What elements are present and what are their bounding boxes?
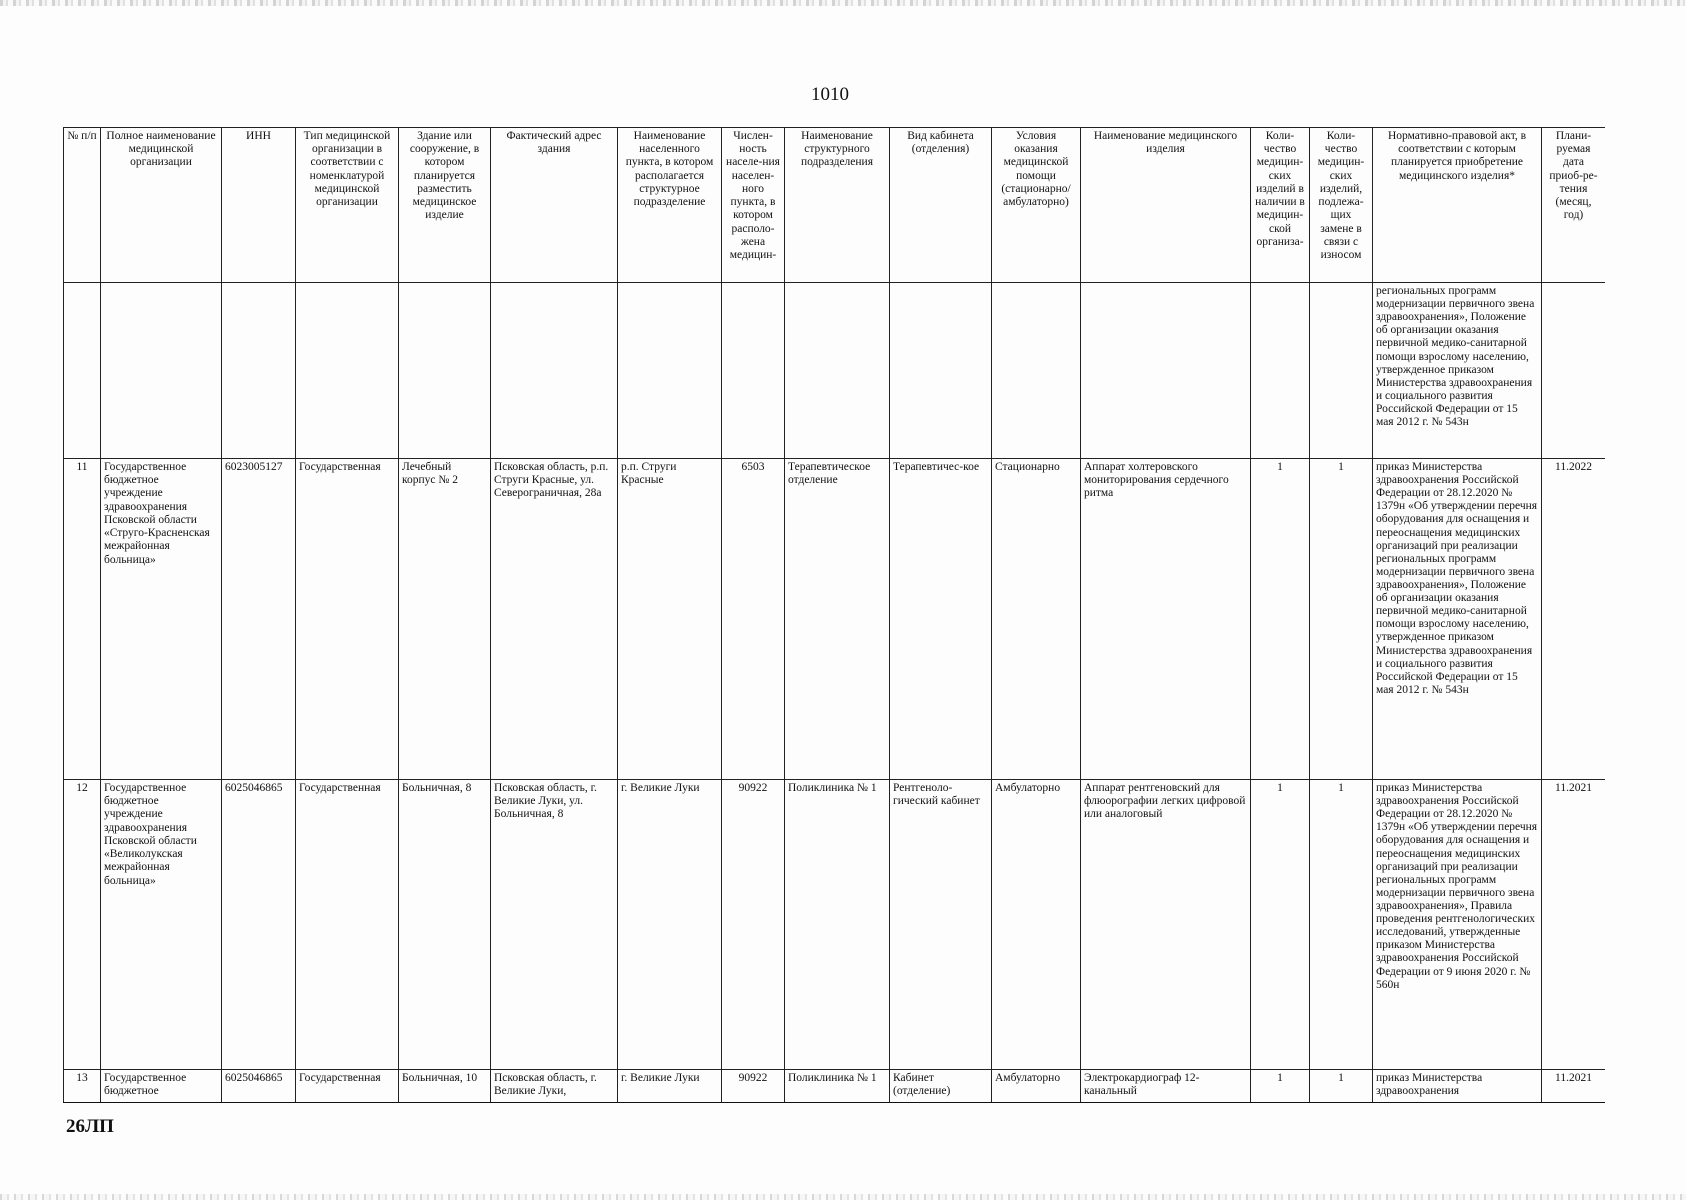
address-cell: Псковская область, г. Великие Луки, xyxy=(491,1070,618,1104)
header-cell-device: Наименование медицинского изделия xyxy=(1081,128,1251,283)
planned-date-cell: 11.2021 xyxy=(1542,1070,1606,1104)
population-cell: 6503 xyxy=(722,459,785,780)
replacement-cell: 1 xyxy=(1310,459,1373,780)
organization-cell: Государственное бюджетное учреждение здравоохранения Псковской области «Струго-Красненская межрайонная больница» xyxy=(101,459,222,780)
population-cell: 90922 xyxy=(722,780,785,1070)
quantity-cell: 1 xyxy=(1251,780,1310,1070)
row-number-cell: 12 xyxy=(64,780,101,1070)
settlement-cell: г. Великие Луки xyxy=(618,780,722,1070)
unit-cell: Терапевтическое отделение xyxy=(785,459,890,780)
conditions-cell: Амбулаторно xyxy=(992,780,1081,1070)
organization-cell: Государственное бюджетное xyxy=(101,1070,222,1104)
header-cell-org-type: Тип медицинской организации в соответствии с номенклатурой медицинской организации xyxy=(296,128,399,283)
cabinet-cell: Терапевтичес-кое xyxy=(890,459,992,780)
equipment-table-wrapper xyxy=(63,127,1605,1103)
table-cell xyxy=(222,283,296,459)
conditions-cell: Стационарно xyxy=(992,459,1081,780)
org-type-cell: Государственная xyxy=(296,780,399,1070)
table-cell xyxy=(785,283,890,459)
device-cell: Аппарат рентгеновский для флюорографии легких цифровой или аналоговый xyxy=(1081,780,1251,1070)
table-cell xyxy=(1310,283,1373,459)
replacement-cell: 1 xyxy=(1310,780,1373,1070)
header-cell-replacement: Коли-чество медицин-ских изделий, подлежа-щих замене в связи с износом xyxy=(1310,128,1373,283)
legal-act-cell: приказ Министерства здравоохранения Российской Федерации от 28.12.2020 № 1379н «Об утверждении перечня оборудования для оснащения и переоснащения медицинских организаций при реализации региональных программ модернизации первичного звена здравоохранения», Правила проведения рентгенологических исследований, утвержденные приказом Министерства здравоохранения Российской Федерации от 9 июня 2020 г. № 560н xyxy=(1373,780,1542,1070)
org-type-cell: Государственная xyxy=(296,459,399,780)
table-header-row xyxy=(64,128,1606,283)
scan-edge-bottom xyxy=(0,1194,1686,1200)
legal-act-continuation-cell: региональных программ модернизации первичного звена здравоохранения», Положение об организации оказания первичной медико-санитарной помощи взрослому населению, утвержденное приказом Министерства здравоохранения и социального развития Российской Федерации от 15 мая 2012 г. № 543н xyxy=(1373,283,1542,459)
legal-act-cell: приказ Министерства здравоохранения xyxy=(1373,1070,1542,1104)
building-cell: Лечебный корпус № 2 xyxy=(399,459,491,780)
table-cell xyxy=(64,283,101,459)
header-cell-number: № п/п xyxy=(64,128,101,283)
table-cell xyxy=(491,283,618,459)
table-cell xyxy=(399,283,491,459)
row-number-cell: 13 xyxy=(64,1070,101,1104)
quantity-cell: 1 xyxy=(1251,1070,1310,1104)
conditions-cell: Амбулаторно xyxy=(992,1070,1081,1104)
header-cell-inn: ИНН xyxy=(222,128,296,283)
org-type-cell: Государственная xyxy=(296,1070,399,1104)
unit-cell: Поликлиника № 1 xyxy=(785,1070,890,1104)
device-cell: Электрокардиограф 12-канальный xyxy=(1081,1070,1251,1104)
table-cell xyxy=(1251,283,1310,459)
table-cell xyxy=(722,283,785,459)
legal-act-cell: приказ Министерства здравоохранения Российской Федерации от 28.12.2020 № 1379н «Об утверждении перечня оборудования для оснащения и переоснащения медицинских организаций при реализации региональных программ модернизации первичного звена здравоохранения», Положение об организации оказания первичной медико-санитарной помощи взрослому населению, утвержденное приказом Министерства здравоохранения и социального развития Российской Федерации от 15 мая 2012 г. № 543н xyxy=(1373,459,1542,780)
table-row-continuation xyxy=(64,283,1606,459)
table-cell xyxy=(890,283,992,459)
address-cell: Псковская область, р.п. Струги Красные, ул. Северограничная, 28а xyxy=(491,459,618,780)
table-row xyxy=(64,459,1606,780)
table-row xyxy=(64,780,1606,1070)
cabinet-cell: Кабинет (отделение) xyxy=(890,1070,992,1104)
organization-cell: Государственное бюджетное учреждение здравоохранения Псковской области «Великолукская межрайонная больница» xyxy=(101,780,222,1070)
row-number-cell: 11 xyxy=(64,459,101,780)
table-cell xyxy=(1542,283,1606,459)
settlement-cell: г. Великие Луки xyxy=(618,1070,722,1104)
inn-cell: 6023005127 xyxy=(222,459,296,780)
building-cell: Больничная, 10 xyxy=(399,1070,491,1104)
footer-document-code: 26ЛП xyxy=(66,1116,114,1137)
table-cell xyxy=(101,283,222,459)
header-cell-legal-act: Нормативно-правовой акт, в соответствии с которым планируется приобретение медицинского изделия* xyxy=(1373,128,1542,283)
header-cell-building: Здание или сооружение, в котором планируется разместить медицинское изделие xyxy=(399,128,491,283)
inn-cell: 6025046865 xyxy=(222,780,296,1070)
header-cell-population: Числен-ность населе-ния населен-ного пункта, в котором располо-жена медицин- xyxy=(722,128,785,283)
scan-edge-top xyxy=(0,0,1686,6)
equipment-table xyxy=(63,127,1605,1103)
cabinet-cell: Рентгеноло-гический кабинет xyxy=(890,780,992,1070)
header-cell-organization: Полное наименование медицинской организации xyxy=(101,128,222,283)
header-cell-conditions: Условия оказания медицинской помощи (стационарно/амбулаторно) xyxy=(992,128,1081,283)
page-number: 1010 xyxy=(811,84,849,105)
header-cell-planned-date: Плани-руемая дата приоб-ре-тения (месяц, год) xyxy=(1542,128,1606,283)
building-cell: Больничная, 8 xyxy=(399,780,491,1070)
table-cell xyxy=(296,283,399,459)
table-cell xyxy=(992,283,1081,459)
quantity-cell: 1 xyxy=(1251,459,1310,780)
replacement-cell: 1 xyxy=(1310,1070,1373,1104)
address-cell: Псковская область, г. Великие Луки, ул. Больничная, 8 xyxy=(491,780,618,1070)
population-cell: 90922 xyxy=(722,1070,785,1104)
header-cell-address: Фактический адрес здания xyxy=(491,128,618,283)
header-cell-quantity: Коли-чество медицин-ских изделий в наличии в медицин-ской организа- xyxy=(1251,128,1310,283)
header-cell-unit: Наименование структурного подразделения xyxy=(785,128,890,283)
planned-date-cell: 11.2021 xyxy=(1542,780,1606,1070)
device-cell: Аппарат холтеровского мониторирования сердечного ритма xyxy=(1081,459,1251,780)
header-cell-settlement: Наименование населенного пункта, в котором располагается структурное подразделение xyxy=(618,128,722,283)
planned-date-cell: 11.2022 xyxy=(1542,459,1606,780)
table-cell xyxy=(1081,283,1251,459)
table-row xyxy=(64,1070,1606,1104)
header-cell-cabinet: Вид кабинета (отделения) xyxy=(890,128,992,283)
table-cell xyxy=(618,283,722,459)
unit-cell: Поликлиника № 1 xyxy=(785,780,890,1070)
settlement-cell: р.п. Струги Красные xyxy=(618,459,722,780)
inn-cell: 6025046865 xyxy=(222,1070,296,1104)
